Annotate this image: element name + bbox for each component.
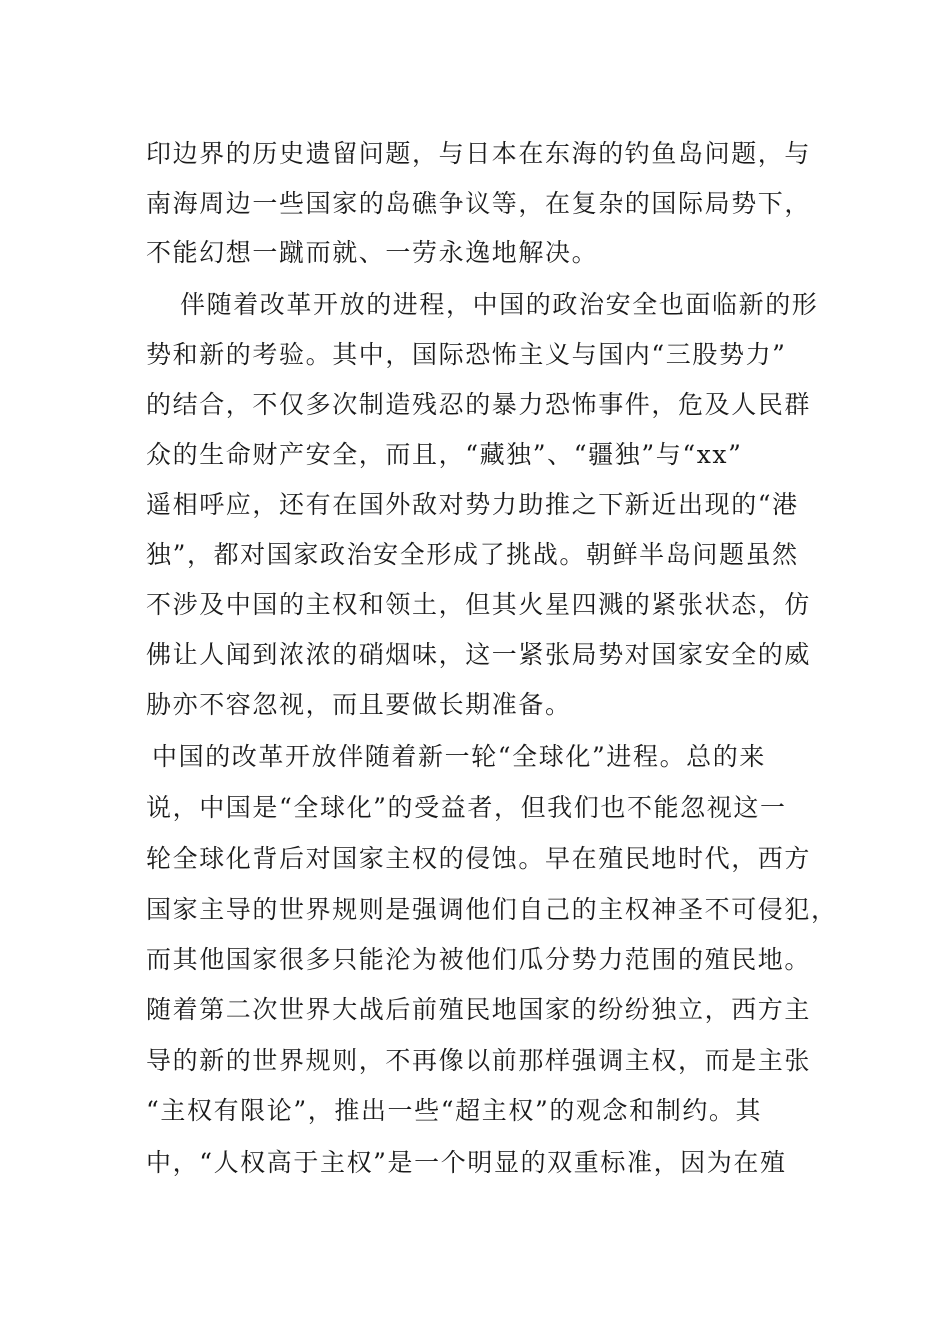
paragraph-3-line-5: 而其他国家很多只能沦为被他们瓜分势力范围的殖民地。 [146,945,812,974]
paragraph-3-line-9: 中，“人权高于主权”是一个明显的双重标准，因为在殖 [146,1148,787,1177]
paragraph-1-line-3: 不能幻想一蹴而就、一劳永逸地解决。 [146,238,599,267]
paragraph-3-line-6: 随着第二次世界大战后前殖民地国家的纷纷独立，西方主 [146,995,812,1024]
paragraph-1-line-1: 印边界的历史遗留问题，与日本在东海的钓鱼岛问题，与 [146,139,812,168]
paragraph-2-line-4: 众的生命财产安全，而且，“藏独”、“疆独”与“xx” [146,440,743,469]
paragraph-2-line-3: 的结合，不仅多次制造残忍的暴力恐怖事件，危及人民群 [146,390,812,419]
paragraph-2-line-5: 遥相呼应，还有在国外敌对势力助推之下新近出现的“港 [146,490,799,519]
paragraph-2-line-1: 伴随着改革开放的进程，中国的政治安全也面临新的形 [180,290,819,319]
paragraph-2-line-7: 不涉及中国的主权和领土，但其火星四溅的紧张状态，仿 [146,590,812,619]
paragraph-3-line-3: 轮全球化背后对国家主权的侵蚀。早在殖民地时代，西方 [146,844,812,873]
paragraph-3-line-7: 导的新的世界规则，不再像以前那样强调主权，而是主张 [146,1046,812,1075]
paragraph-2-line-9: 胁亦不容忽视，而且要做长期准备。 [146,690,572,719]
paragraph-2-line-2: 势和新的考验。其中，国际恐怖主义与国内“三股势力” [146,340,787,369]
paragraph-3-line-2: 说，中国是“全球化”的受益者，但我们也不能忽视这一 [146,793,787,822]
paragraph-2-line-6: 独”，都对国家政治安全形成了挑战。朝鲜半岛问题虽然 [146,540,799,569]
paragraph-3-line-1: 中国的改革开放伴随着新一轮“全球化”进程。总的来 [152,742,766,771]
paragraph-3-line-8: “主权有限论”，推出一些“超主权”的观念和制约。其 [146,1096,763,1125]
paragraph-3-line-4: 国家主导的世界规则是强调他们自己的主权神圣不可侵犯， [146,895,838,924]
paragraph-2-line-8: 佛让人闻到浓浓的硝烟味，这一紧张局势对国家安全的威 [146,640,812,669]
paragraph-1-line-2: 南海周边一些国家的岛礁争议等，在复杂的国际局势下， [146,189,812,218]
